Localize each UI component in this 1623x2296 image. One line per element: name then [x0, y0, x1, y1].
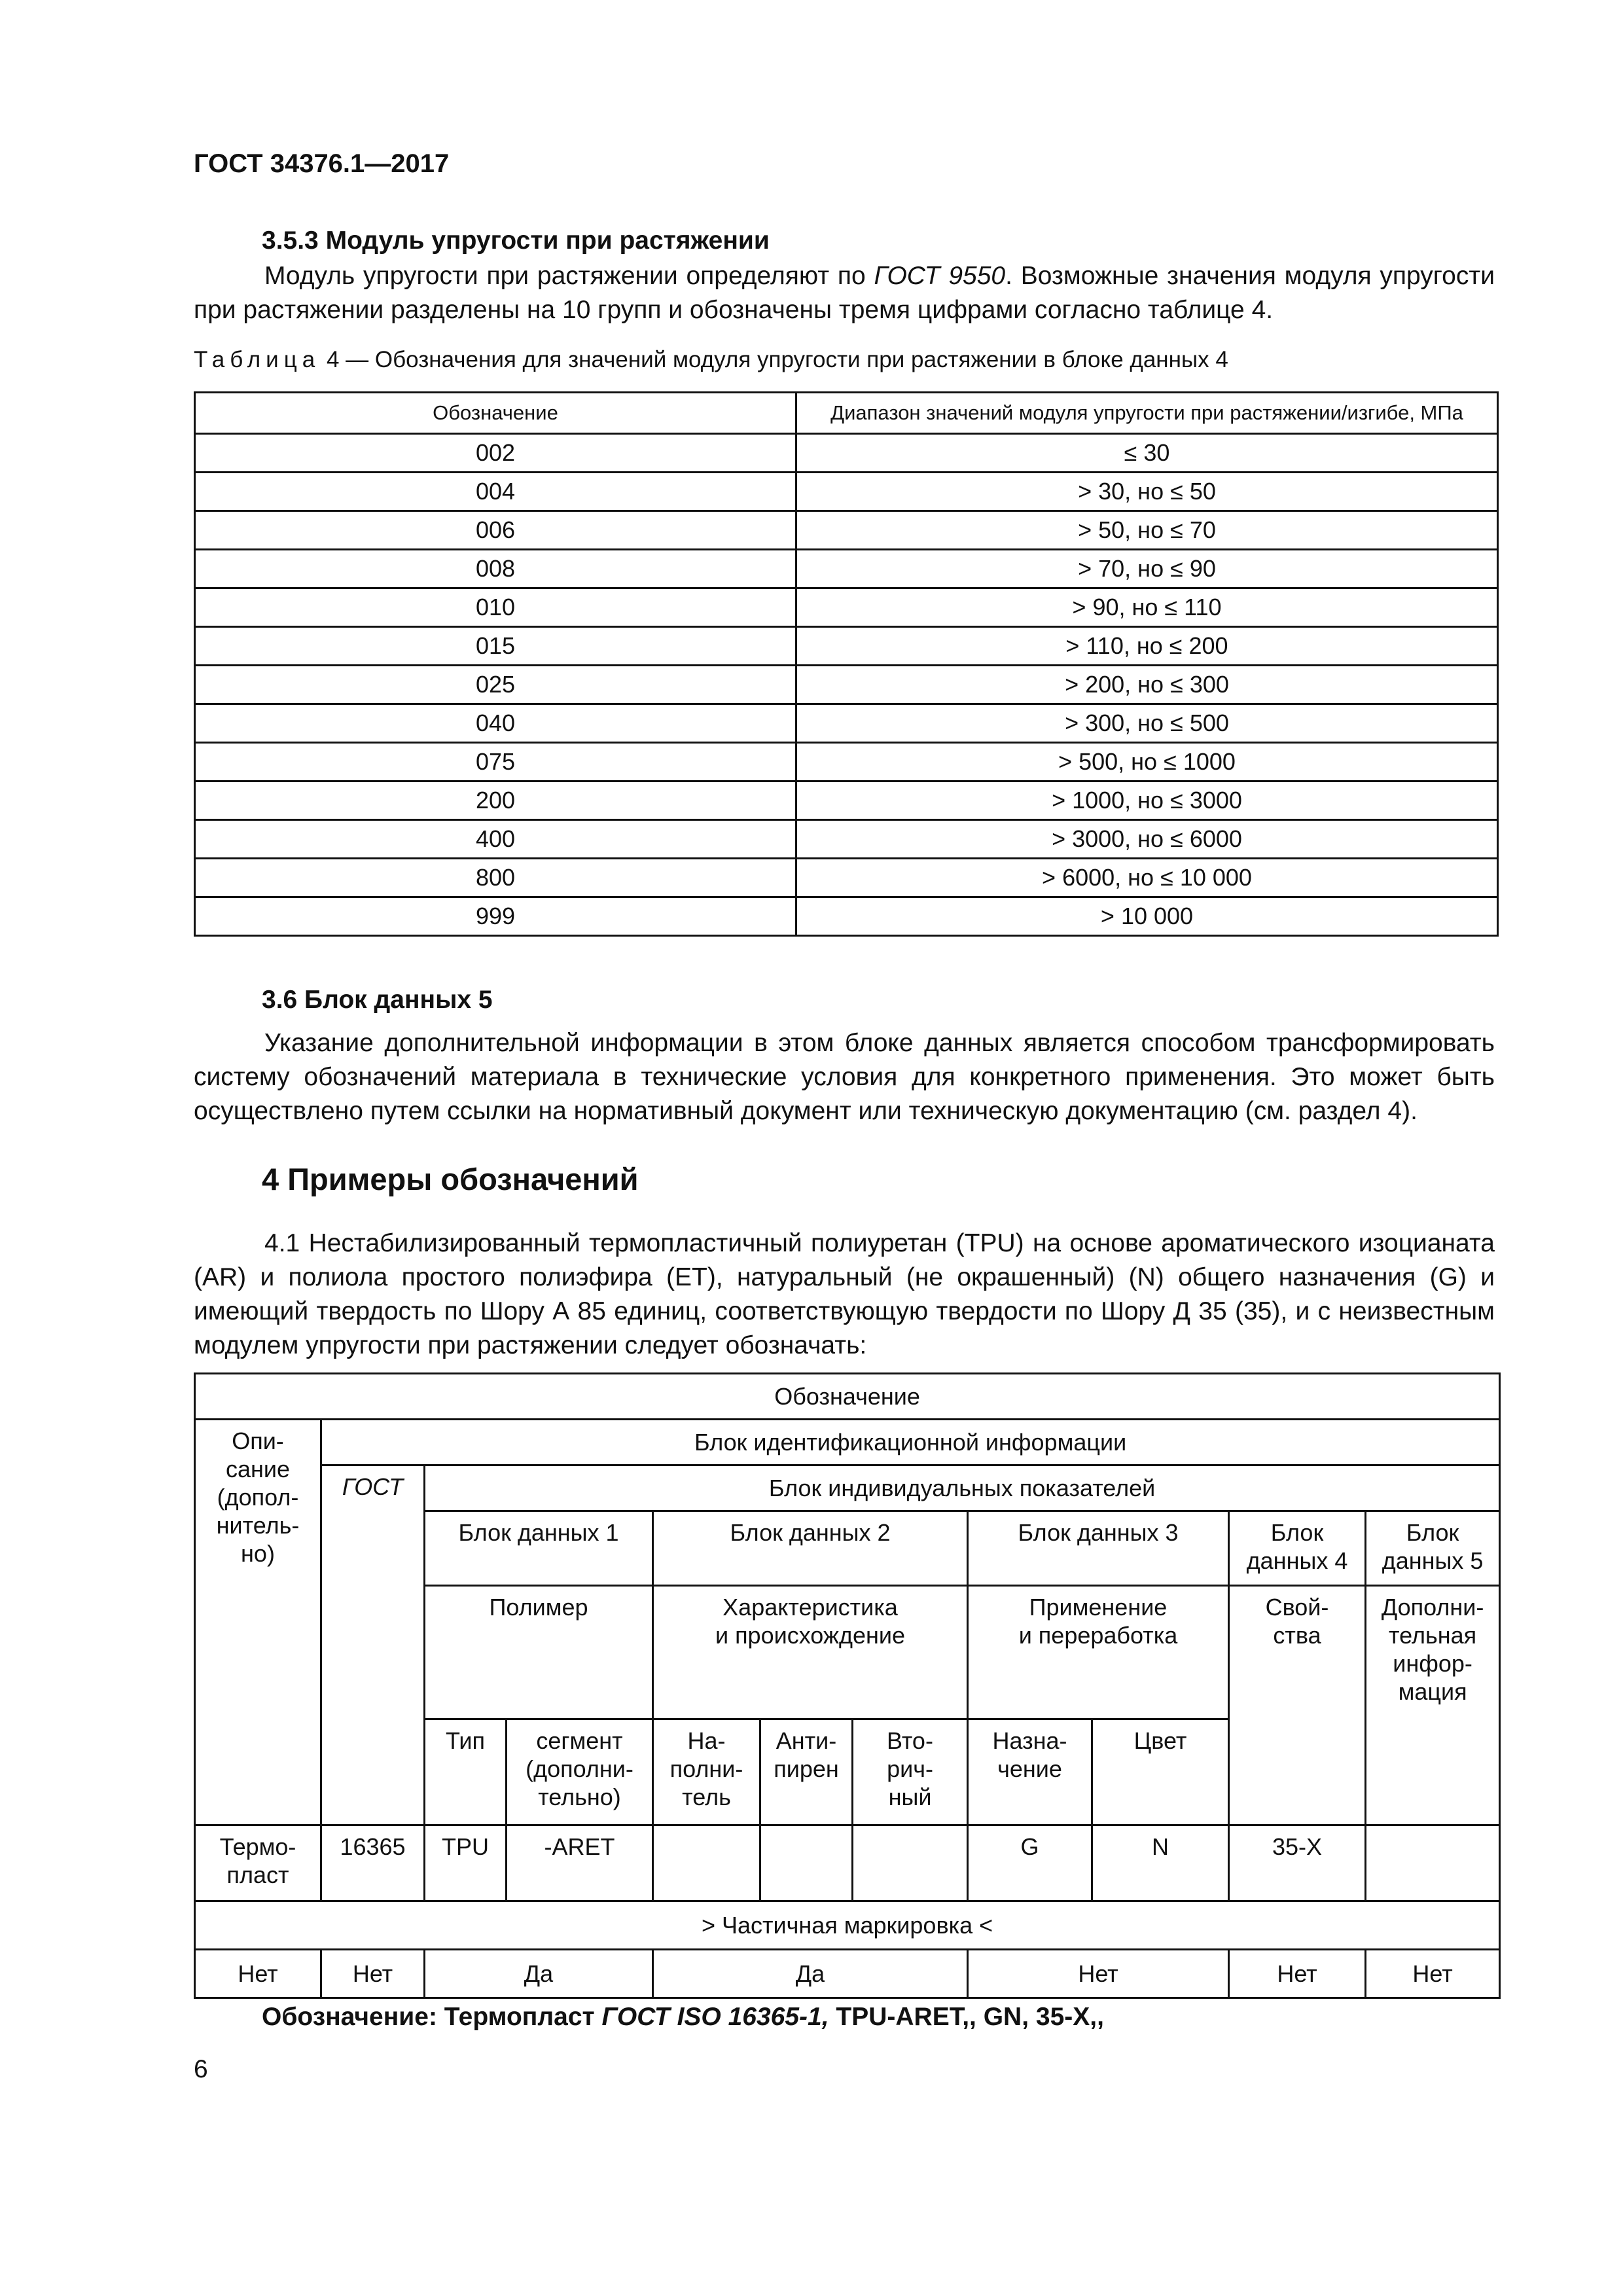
additional-info-header: Дополни- тельная инфор- мация: [1366, 1586, 1500, 1825]
data-block-5-header: Блок данных 5: [1366, 1511, 1500, 1586]
table-row: [195, 473, 1498, 511]
caption-prefix: Таблица: [194, 347, 321, 372]
page-number: 6: [194, 2055, 208, 2083]
id-block-header: Блок идентификационной информации: [321, 1420, 1500, 1465]
cell-type: TPU: [425, 1825, 507, 1901]
mark-data-block-1: Да: [425, 1950, 653, 1998]
cell-range: > 200, но ≤ 300: [796, 666, 1498, 704]
col-range: Диапазон значений модуля упругости при растяжении/изгибе, МПа: [796, 393, 1498, 434]
cell-designation: 999: [195, 897, 796, 936]
col-designation: Обозначение: [195, 393, 796, 434]
application-header: Применение и переработка: [968, 1586, 1229, 1719]
cell-designation: 010: [195, 588, 796, 627]
table-4-header: [195, 393, 1498, 434]
caption-text: 4 — Обозначения для значений модуля упругости при растяжении в блоке данных 4: [320, 347, 1228, 372]
table-row: [195, 897, 1498, 936]
cell-range: ≤ 30: [796, 434, 1498, 473]
text-part: . Возможные значения модуля упругости при растяжении разделены на 10 групп и обозначены тремя цифрами согласно таблице 4.: [194, 262, 1495, 324]
table-row: [195, 550, 1498, 588]
cell-designation: 040: [195, 704, 796, 743]
characteristic-header: Характеристика и происхождение: [653, 1586, 968, 1719]
mark-gost: Нет: [321, 1950, 425, 1998]
mark-data-block-4: Нет: [1229, 1950, 1366, 1998]
cell-description: Термо- пласт: [195, 1825, 321, 1901]
cell-range: > 90, но ≤ 110: [796, 588, 1498, 627]
final-designation: [262, 2003, 1104, 2032]
cell-antipiren: [760, 1825, 853, 1901]
cell-range: > 3000, но ≤ 6000: [796, 820, 1498, 859]
data-block-2-header: Блок данных 2: [653, 1511, 968, 1586]
cell-designation: 015: [195, 627, 796, 666]
description-header: Опи- сание (допол- нитель- но): [195, 1420, 321, 1825]
cell-designation: 075: [195, 743, 796, 781]
table-4-caption: [194, 347, 1228, 373]
table-row: [195, 434, 1498, 473]
cell-segment: -ARET: [507, 1825, 653, 1901]
designation-header: Обозначение: [195, 1374, 1500, 1420]
cell-color: N: [1092, 1825, 1229, 1901]
section-3-5-3-heading: 3.5.3 Модуль упругости при растяжении: [262, 226, 770, 255]
table-row: [195, 859, 1498, 897]
section-3-5-3-text: [194, 259, 1495, 327]
cell-range: > 50, но ≤ 70: [796, 511, 1498, 550]
type-header: Тип: [425, 1719, 507, 1825]
cell-range: > 300, но ≤ 500: [796, 704, 1498, 743]
filler-header: На- полни- тель: [653, 1719, 760, 1825]
table-row: [195, 588, 1498, 627]
cell-properties: 35-X: [1229, 1825, 1366, 1901]
marking-row: [195, 1950, 1500, 1998]
individual-block-header: Блок индивидуальных показателей: [425, 1465, 1500, 1511]
final-gost-reference: ГОСТ ISO 16365-1,: [601, 2003, 829, 2031]
table-row: [195, 627, 1498, 666]
section-3-6-text: Указание дополнительной информации в этом блоке данных является способом трансформировать систему обозначений материала в технические условия для конкретного применения. Это может быть осуществлено путем ссылки на нормативный документ или техническую документацию (см. раздел 4).: [194, 1029, 1495, 1125]
cell-range: > 30, но ≤ 50: [796, 473, 1498, 511]
gost-header: ГОСТ: [321, 1465, 425, 1825]
cell-range: > 10 000: [796, 897, 1498, 936]
table-row: [195, 666, 1498, 704]
final-label: Обозначение: Термопласт: [262, 2003, 602, 2031]
cell-additional: [1366, 1825, 1500, 1901]
mark-description: Нет: [195, 1950, 321, 1998]
text-part: Модуль упругости при растяжении определяют по: [264, 262, 874, 290]
cell-purpose: G: [968, 1825, 1092, 1901]
document-code: ГОСТ 34376.1—2017: [194, 149, 450, 178]
mark-data-block-5: Нет: [1366, 1950, 1500, 1998]
section-4-1-text: 4.1 Нестабилизированный термопластичный полиуретан (TPU) на основе ароматического изоцианата (AR) и полиола простого полиэфира (ET), натуральный (не окрашенный) (N) общего назначения (G) и имеющий твердость по Шору А 85 единиц, соответствующую твердости по Шору Д 35 (35), и с неизвестным модулем упругости при растяжении следует обозначать:: [194, 1229, 1495, 1359]
mark-data-block-3: Нет: [968, 1950, 1229, 1998]
cell-range: > 500, но ≤ 1000: [796, 743, 1498, 781]
table-row: [195, 743, 1498, 781]
cell-designation: 200: [195, 781, 796, 820]
data-block-4-header: Блок данных 4: [1229, 1511, 1366, 1586]
table-4-body: [195, 434, 1498, 936]
designation-example-table: [194, 1372, 1501, 1999]
data-block-1-header: Блок данных 1: [425, 1511, 653, 1586]
cell-designation: 025: [195, 666, 796, 704]
data-block-3-header: Блок данных 3: [968, 1511, 1229, 1586]
table-4: [194, 391, 1499, 937]
cell-range: > 70, но ≤ 90: [796, 550, 1498, 588]
cell-range: > 110, но ≤ 200: [796, 627, 1498, 666]
cell-range: > 6000, но ≤ 10 000: [796, 859, 1498, 897]
color-header: Цвет: [1092, 1719, 1229, 1825]
table-row: [195, 820, 1498, 859]
polymer-header: Полимер: [425, 1586, 653, 1719]
properties-header: Свой- ства: [1229, 1586, 1366, 1825]
section-3-6-heading: 3.6 Блок данных 5: [262, 986, 493, 1014]
cell-designation: 002: [195, 434, 796, 473]
table-row: [195, 704, 1498, 743]
table-row: [195, 511, 1498, 550]
cell-designation: 008: [195, 550, 796, 588]
cell-filler: [653, 1825, 760, 1901]
gost-reference: ГОСТ 9550: [874, 262, 1006, 290]
partial-marking: > Частичная маркировка <: [195, 1901, 1500, 1950]
final-value: TPU-ARET,, GN, 35-X,,: [829, 2003, 1104, 2031]
cell-designation: 004: [195, 473, 796, 511]
mark-data-block-2: Да: [653, 1950, 968, 1998]
cell-designation: 006: [195, 511, 796, 550]
antipiren-header: Анти- пирен: [760, 1719, 853, 1825]
segment-header: сегмент (дополни- тельно): [507, 1719, 653, 1825]
example-data-row: [195, 1825, 1500, 1901]
cell-gost: 16365: [321, 1825, 425, 1901]
table-row: [195, 781, 1498, 820]
secondary-header: Вто- рич- ный: [853, 1719, 968, 1825]
cell-designation: 400: [195, 820, 796, 859]
cell-secondary: [853, 1825, 968, 1901]
cell-range: > 1000, но ≤ 3000: [796, 781, 1498, 820]
cell-designation: 800: [195, 859, 796, 897]
purpose-header: Назна- чение: [968, 1719, 1092, 1825]
section-4-heading: 4 Примеры обозначений: [262, 1162, 639, 1196]
